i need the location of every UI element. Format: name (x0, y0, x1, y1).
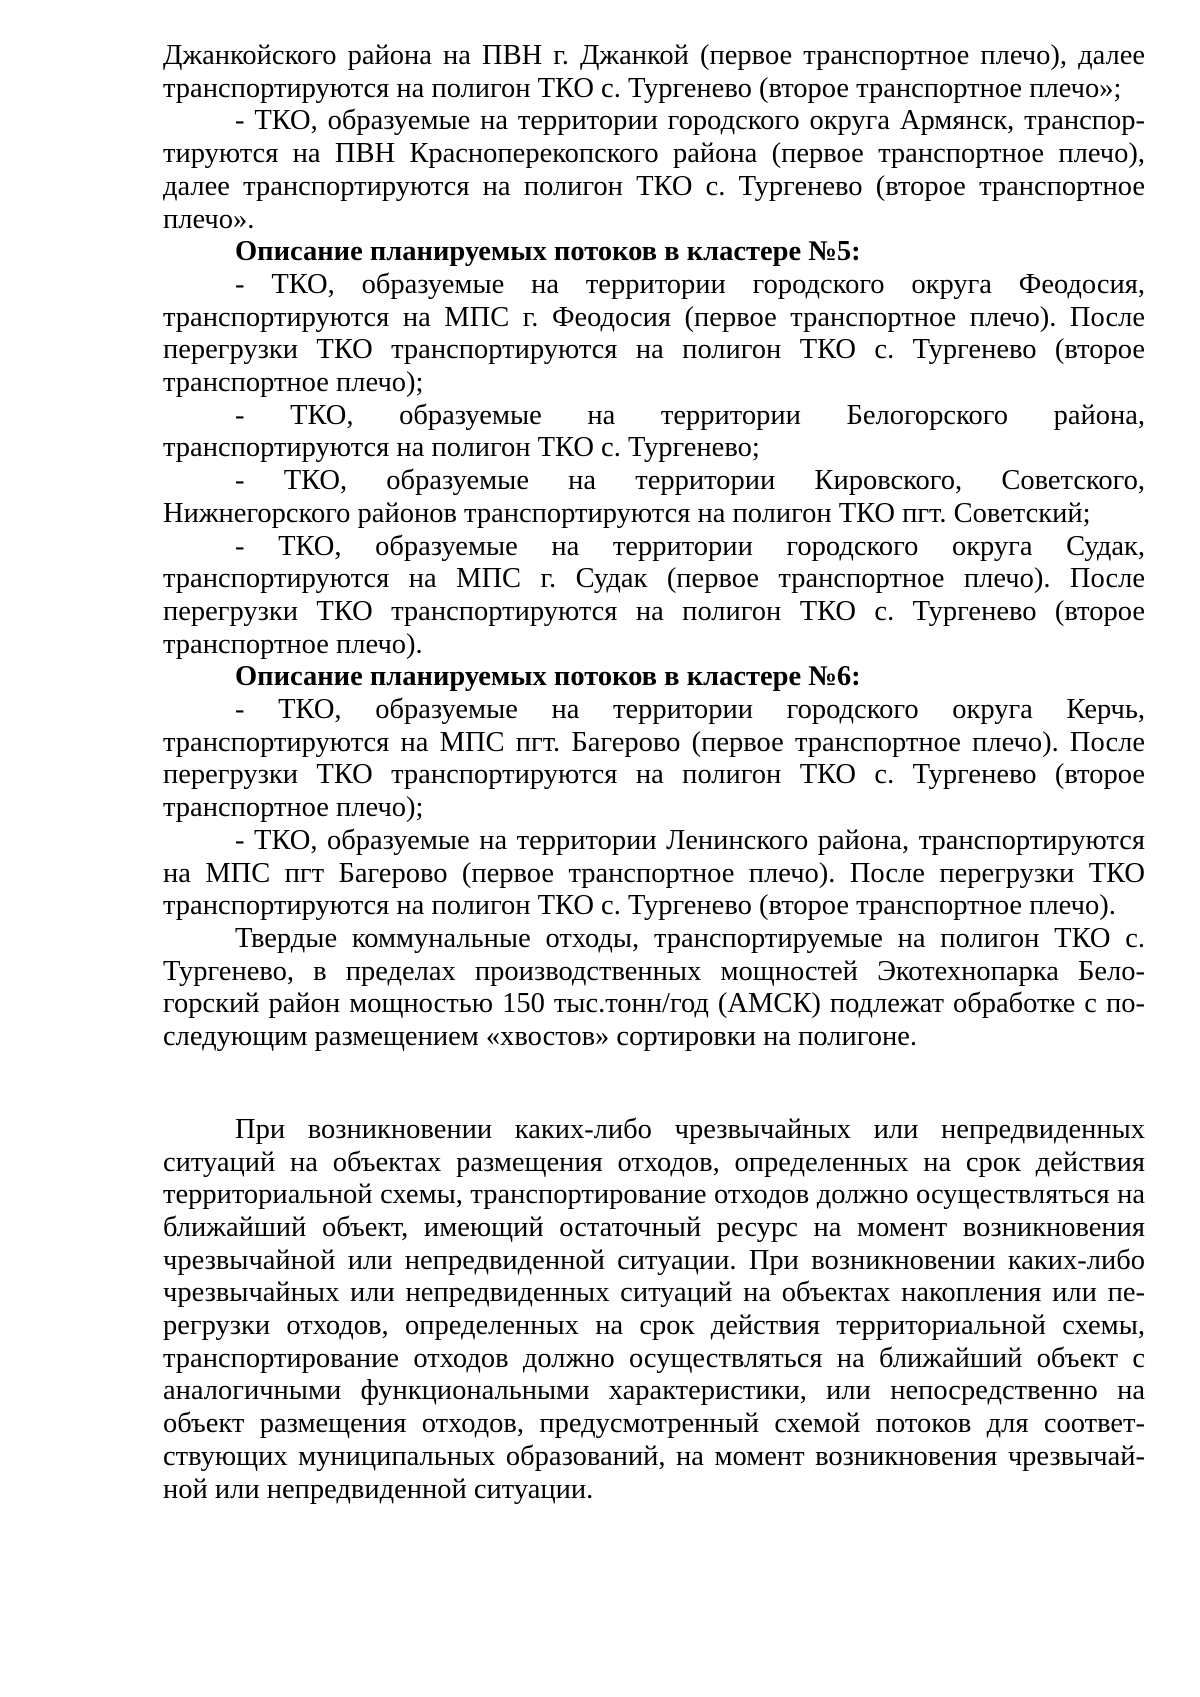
cluster-5-item: - ТКО, образуемые на территории Кировского, Советского, Нижнегорского районов транспортируются на полигон ТКО пгт. Советский; (163, 465, 1145, 529)
cluster-5-heading: Описание планируемых потоков в кластере №5: (235, 236, 861, 268)
document-body (163, 40, 1145, 1506)
cluster-5-item: - ТКО, образуемые на территории Белогорского района, транспортируются на полигон ТКО с. Тургенево; (163, 399, 1145, 464)
cluster-6-item: - ТКО, образуемые на территории городского округа Керчь, транспортируются на МПС пгт. Багерово (первое транспортное плечо). После перегрузки ТКО транспортируются на полигон ТКО с. Тургенево (второе транспортное плечо); (163, 694, 1145, 824)
paragraph-emergency: При возникновении каких-либо чрезвычайных или непредвиденных ситуаций на объектах размещения отходов, определенных на срок действия территориальной схемы, транспортирование отходов должно осуществляться на ближайший объект, имеющий остаточный ресурс на момент возникновения чрезвычайной или непредвиденной ситуации. При возникновении каких-либо чрезвычайных или непредвиденных ситуаций на объектах накопления или перегрузки отходов, определенных на срок действия территориальной схемы, транспортирование отходов должно осуществляться на ближайший объект с аналогичными функциональными характеристики, или непосредственно на объект размещения отходов, предусмотренный схемой потоков для соответствующих муниципальных образований, на момент возникновения чрезвычайной или непредвиденной ситуации. (163, 1113, 1145, 1505)
paragraph-continuation: Джанкойского района на ПВН г. Джанкой (первое транспортное плечо), далее транспортируются на полигон ТКО с. Тургенево (второе транспортное плечо»; (163, 40, 1145, 104)
cluster-5-item: - ТКО, образуемые на территории городского округа Судак, транспортируются на МПС г. Судак (первое транспортное плечо). После перегрузки ТКО транспортируются на полигон ТКО с. Тургенево (второе транспортное плечо). (163, 530, 1145, 660)
cluster-5-item: - ТКО, образуемые на территории городского округа Феодосия, транспортируются на МПС г. Феодосия (первое транспортное плечо). После перегрузки ТКО транспортируются на полигон ТКО с. Тургенево (второе транспортное плечо); (163, 268, 1145, 399)
paragraph-armyansk: - ТКО, образуемые на территории городского округа Армянск, транспортируются на ПВН Красноперекопского района (первое транспортное плечо), далее транспортируются на полигон ТКО с. Тургенево (второе транспортное плечо». (163, 105, 1145, 235)
section-spacer (163, 1054, 1145, 1114)
cluster-6-item: - ТКО, образуемые на территории Ленинского района, транспортируются на МПС пгт Багерово (первое транспортное плечо). После перегрузки ТКО транспортируются на полигон ТКО с. Тургенево (второе транспортное плечо). (163, 824, 1145, 922)
cluster-6-heading: Описание планируемых потоков в кластере №6: (235, 661, 861, 693)
paragraph-processing: Твердые коммунальные отходы, транспортируемые на полигон ТКО с. Тургенево, в пределах производственных мощностей Экотехнопарка Белогорский район мощностью 150 тыс.тонн/год (АМСК) подлежат обработке с последующим размещением «хвостов» сортировки на полигоне. (163, 922, 1145, 1053)
